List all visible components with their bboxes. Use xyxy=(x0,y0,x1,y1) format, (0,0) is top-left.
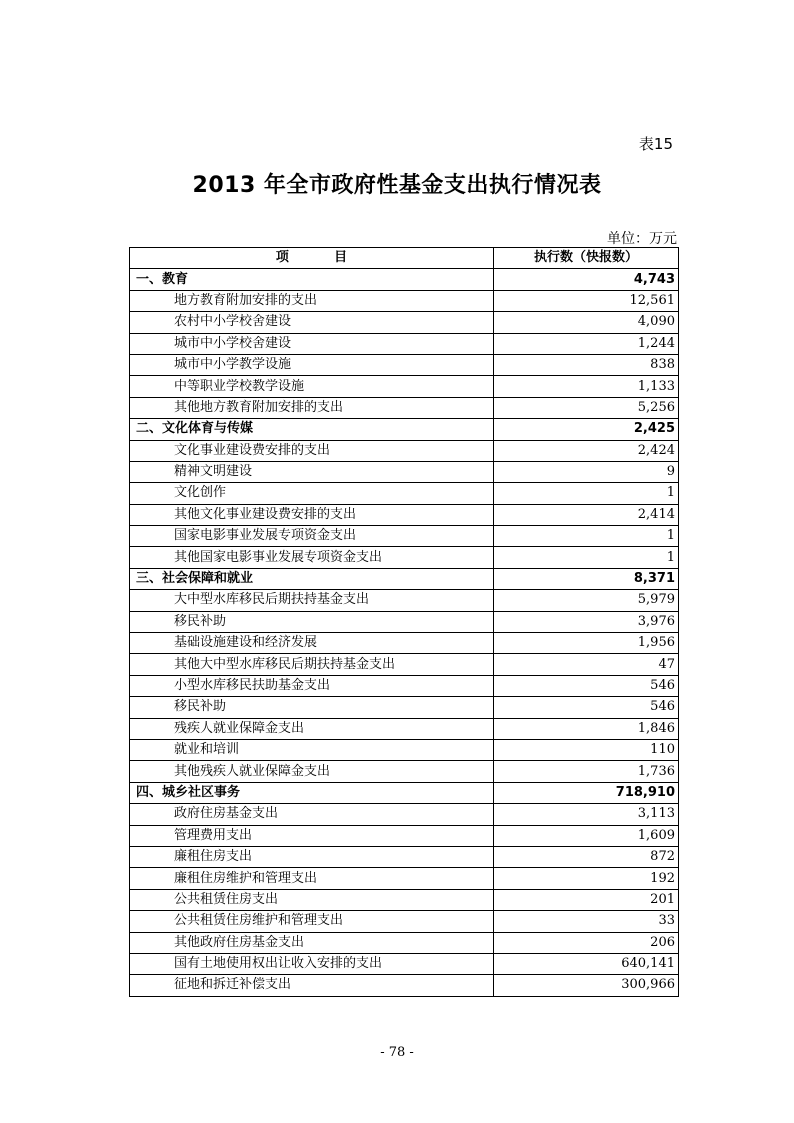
page-title: 2013 年全市政府性基金支出执行情况表 xyxy=(192,173,602,198)
table-row xyxy=(130,868,679,889)
item-name: 廉租住房维护和管理支出 xyxy=(130,868,494,889)
header-item: 项 目 xyxy=(130,248,494,269)
table-row xyxy=(130,889,679,910)
table-row xyxy=(130,825,679,846)
item-value: 201 xyxy=(494,889,679,910)
item-name: 移民补助 xyxy=(130,611,494,632)
item-name: 国有土地使用权出让收入安排的支出 xyxy=(130,953,494,974)
table-row xyxy=(130,290,679,311)
item-name: 其他地方教育附加安排的支出 xyxy=(130,397,494,418)
item-value: 2,424 xyxy=(494,440,679,461)
item-name: 精神文明建设 xyxy=(130,461,494,482)
category-name: 一、教育 xyxy=(130,269,494,290)
item-value: 1,609 xyxy=(494,825,679,846)
item-name: 大中型水库移民后期扶持基金支出 xyxy=(130,590,494,611)
item-name: 其他国家电影事业发展专项资金支出 xyxy=(130,547,494,568)
item-name: 其他大中型水库移民后期扶持基金支出 xyxy=(130,654,494,675)
item-value: 206 xyxy=(494,932,679,953)
table-row xyxy=(130,675,679,696)
category-row xyxy=(130,269,679,290)
item-value: 1,956 xyxy=(494,633,679,654)
table-row xyxy=(130,312,679,333)
category-row xyxy=(130,782,679,803)
item-name: 文化事业建设费安排的支出 xyxy=(130,440,494,461)
item-value: 640,141 xyxy=(494,953,679,974)
item-value: 110 xyxy=(494,739,679,760)
item-value: 2,414 xyxy=(494,504,679,525)
table-row xyxy=(130,633,679,654)
item-value: 3,976 xyxy=(494,611,679,632)
category-name: 二、文化体育与传媒 xyxy=(130,419,494,440)
unit-label: 单位：万元 xyxy=(607,231,677,247)
table-row xyxy=(130,654,679,675)
item-value: 1,133 xyxy=(494,376,679,397)
table-row xyxy=(130,739,679,760)
item-value: 546 xyxy=(494,675,679,696)
table-row xyxy=(130,483,679,504)
table-row xyxy=(130,804,679,825)
item-value: 1 xyxy=(494,483,679,504)
item-value: 1,244 xyxy=(494,333,679,354)
item-name: 残疾人就业保障金支出 xyxy=(130,718,494,739)
category-row xyxy=(130,568,679,589)
category-name: 四、城乡社区事务 xyxy=(130,782,494,803)
item-name: 政府住房基金支出 xyxy=(130,804,494,825)
table-row xyxy=(130,461,679,482)
item-name: 基础设施建设和经济发展 xyxy=(130,633,494,654)
item-value: 9 xyxy=(494,461,679,482)
table-row xyxy=(130,504,679,525)
item-value: 192 xyxy=(494,868,679,889)
item-value: 300,966 xyxy=(494,975,679,996)
table-row xyxy=(130,333,679,354)
item-value: 1 xyxy=(494,526,679,547)
table-row xyxy=(130,953,679,974)
table-row xyxy=(130,611,679,632)
item-name: 其他政府住房基金支出 xyxy=(130,932,494,953)
header-value: 执行数（快报数） xyxy=(494,248,679,269)
table-row xyxy=(130,376,679,397)
item-value: 546 xyxy=(494,697,679,718)
item-value: 1,736 xyxy=(494,761,679,782)
table-row xyxy=(130,761,679,782)
item-name: 其他文化事业建设费安排的支出 xyxy=(130,504,494,525)
item-name: 小型水库移民扶助基金支出 xyxy=(130,675,494,696)
category-value: 4,743 xyxy=(494,269,679,290)
table-row xyxy=(130,697,679,718)
category-value: 8,371 xyxy=(494,568,679,589)
item-name: 管理费用支出 xyxy=(130,825,494,846)
item-name: 中等职业学校教学设施 xyxy=(130,376,494,397)
category-value: 718,910 xyxy=(494,782,679,803)
page-number: - 78 - xyxy=(380,1045,414,1060)
item-name: 农村中小学校舍建设 xyxy=(130,312,494,333)
table-row xyxy=(130,526,679,547)
item-value: 4,090 xyxy=(494,312,679,333)
item-value: 5,979 xyxy=(494,590,679,611)
table-row xyxy=(130,975,679,996)
table-row xyxy=(130,354,679,375)
fund-expenditure-table xyxy=(129,247,679,997)
table-row xyxy=(130,846,679,867)
table-number-label: 表15 xyxy=(638,135,673,153)
item-name: 就业和培训 xyxy=(130,739,494,760)
table-header-row xyxy=(130,248,679,269)
item-name: 公共租赁住房支出 xyxy=(130,889,494,910)
item-name: 廉租住房支出 xyxy=(130,846,494,867)
item-value: 1,846 xyxy=(494,718,679,739)
item-name: 其他残疾人就业保障金支出 xyxy=(130,761,494,782)
item-value: 838 xyxy=(494,354,679,375)
table-row xyxy=(130,590,679,611)
table-body xyxy=(130,269,679,996)
item-name: 公共租赁住房维护和管理支出 xyxy=(130,911,494,932)
category-row xyxy=(130,419,679,440)
item-name: 国家电影事业发展专项资金支出 xyxy=(130,526,494,547)
item-value: 1 xyxy=(494,547,679,568)
item-name: 地方教育附加安排的支出 xyxy=(130,290,494,311)
item-name: 文化创作 xyxy=(130,483,494,504)
item-value: 872 xyxy=(494,846,679,867)
table-row xyxy=(130,397,679,418)
category-name: 三、社会保障和就业 xyxy=(130,568,494,589)
table-row xyxy=(130,440,679,461)
item-value: 33 xyxy=(494,911,679,932)
table-row xyxy=(130,911,679,932)
table-row xyxy=(130,547,679,568)
category-value: 2,425 xyxy=(494,419,679,440)
item-name: 移民补助 xyxy=(130,697,494,718)
table-row xyxy=(130,932,679,953)
item-value: 12,561 xyxy=(494,290,679,311)
item-name: 征地和拆迁补偿支出 xyxy=(130,975,494,996)
item-name: 城市中小学教学设施 xyxy=(130,354,494,375)
item-value: 47 xyxy=(494,654,679,675)
table-row xyxy=(130,718,679,739)
item-name: 城市中小学校舍建设 xyxy=(130,333,494,354)
item-value: 5,256 xyxy=(494,397,679,418)
item-value: 3,113 xyxy=(494,804,679,825)
